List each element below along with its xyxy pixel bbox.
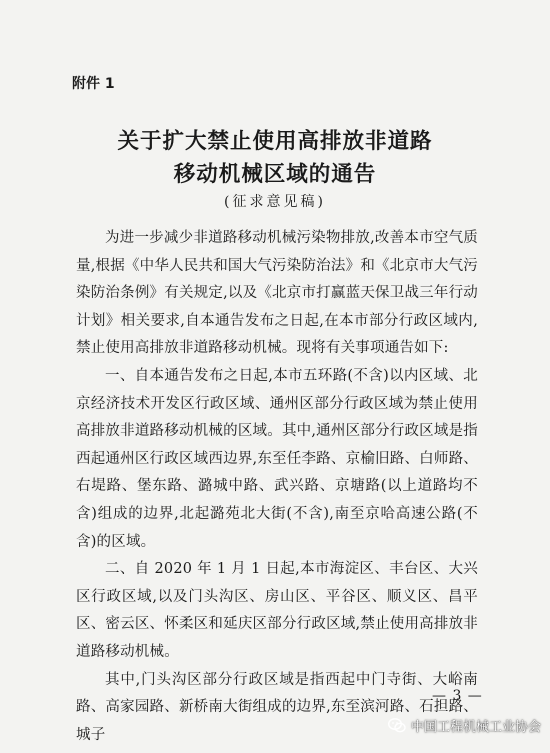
paragraph-intro: 为进一步减少非道路移动机械污染物排放,改善本市空气质量,根据《中华人民共和国大气污染防治法》和《北京市大气污染防治条例》有关规定,以及《北京市打赢蓝天保卫战三年行动计划》相关要求,自本通告发布之日起,在本市部分行政区域内,禁止使用高排放非道路移动机械。现将有关事项通告如下: [76, 230, 478, 357]
document-subtitle: (征求意见稿) [224, 194, 326, 210]
attachment-label: 附件 1 [72, 76, 115, 92]
document-title-line-2: 移动机械区域的通告 [173, 162, 377, 187]
document-body [76, 225, 478, 749]
document-title-line-1: 关于扩大禁止使用高排放非道路 [117, 129, 433, 154]
paragraph-item-1: 一、自本通告发布之日起,本市五环路(不含)以内区域、北京经济技术开发区行政区域、通州区部分行政区域为禁止使用高排放非道路移动机械的区域。其中,通州区部分行政区域是指西起通州区行政区域西边界,东至任李路、京榆旧路、白师路、右堤路、堡东路、潞城中路、武兴路、京塘路(以上道路均不含)组成的边界,北起潞苑北大街(不含),南至京哈高速公路(不含)的区域。 [76, 367, 478, 550]
paragraph-item-2: 二、自 2020 年 1 月 1 日起,本市海淀区、丰台区、大兴区行政区域,以及门头沟区、房山区、平谷区、顺义区、昌平区、密云区、怀柔区和延庆区部分行政区域,禁止使用高排放非道路移动机械。 [76, 561, 478, 660]
page-number: — 3 — [432, 688, 483, 704]
watermark-text: 中国工程机械工业协会 [411, 720, 542, 735]
watermark [388, 716, 541, 735]
wechat-icon [388, 718, 406, 733]
paragraph-item-2-detail: 其中,门头沟区部分行政区域是指西起中门寺街、大峪南路、高家园路、新桥南大街组成的边界,东至滨河路、石担路、城子 [76, 671, 478, 743]
